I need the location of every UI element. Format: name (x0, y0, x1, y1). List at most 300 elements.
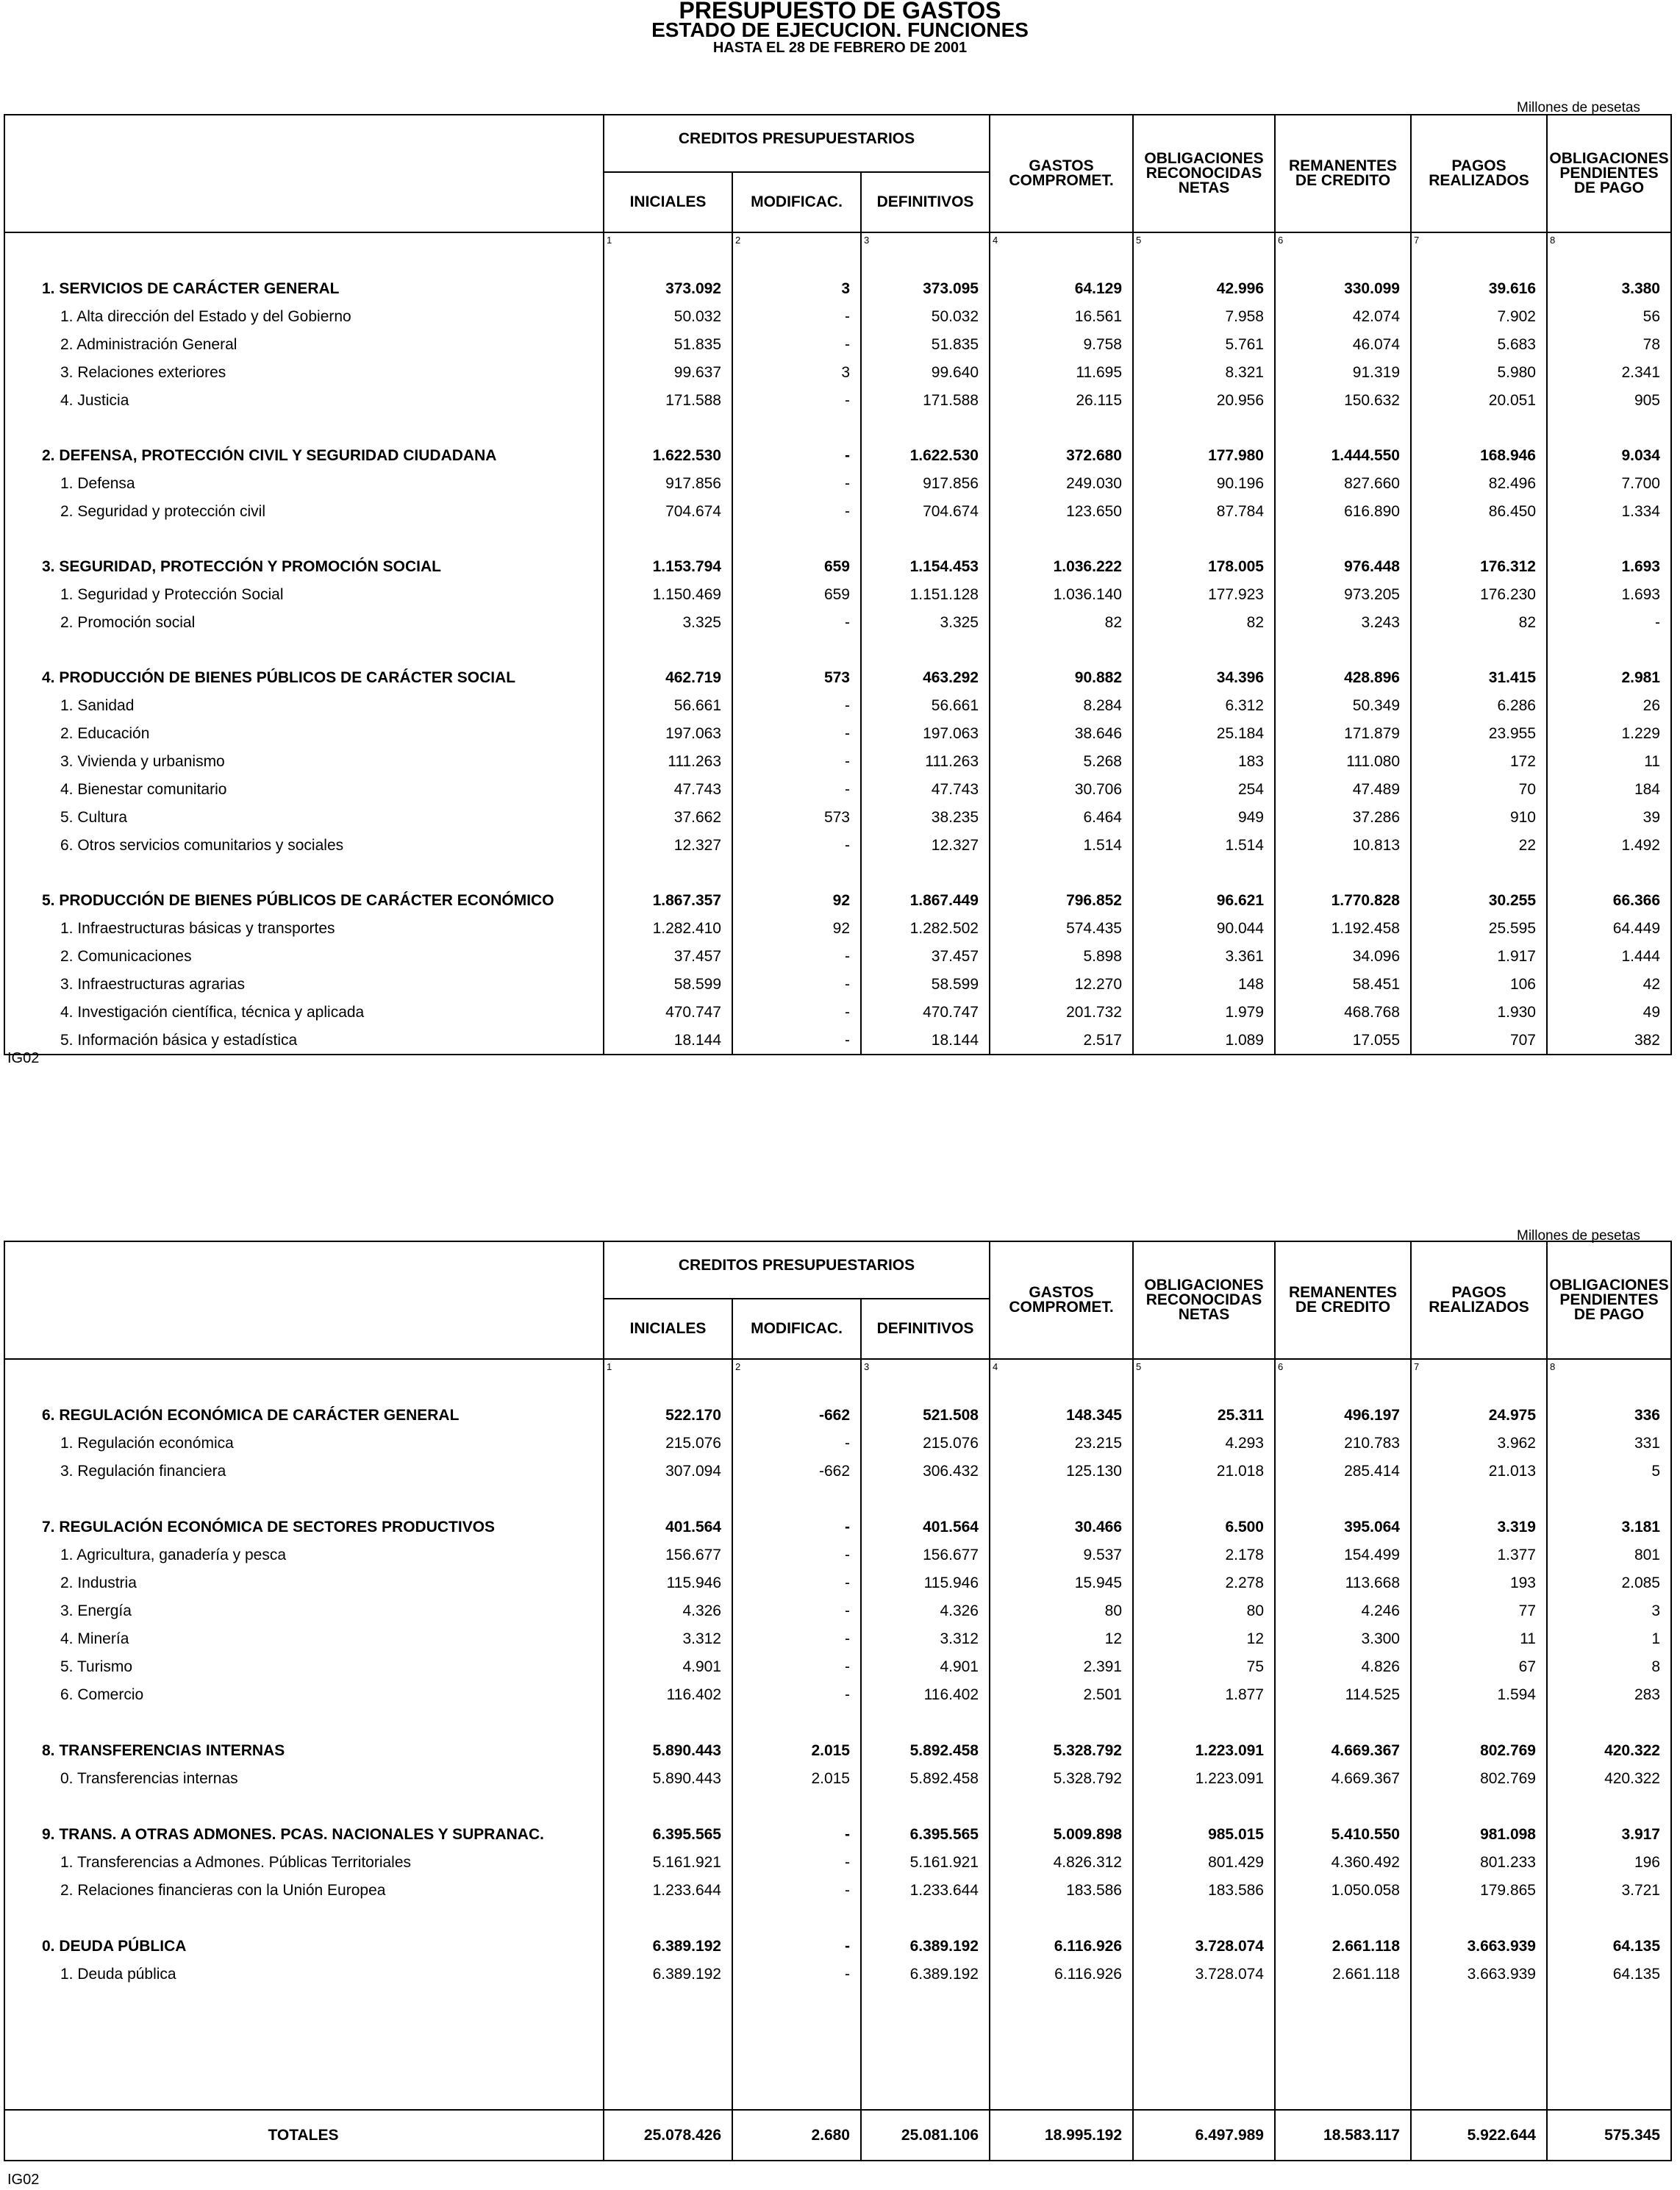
cell-pagos: 7.902 (1411, 303, 1547, 331)
header-remanentes: REMANENTES DE CREDITO (1275, 1241, 1411, 1359)
spacer-cell (4, 1989, 604, 2110)
cell-pendientes: 3 (1547, 1597, 1671, 1625)
cell-iniciales: 37.662 (604, 804, 732, 832)
cell-pagos: 6.286 (1411, 692, 1547, 720)
cell-obligaciones: 2.278 (1133, 1569, 1275, 1597)
cell-pendientes: 64.135 (1547, 1933, 1671, 1961)
cell-gastos: 12.270 (990, 971, 1133, 999)
spacer-cell (990, 1485, 1133, 1513)
cell-pagos: 82.496 (1411, 470, 1547, 498)
row-label: 2. DEFENSA, PROTECCIÓN CIVIL Y SEGURIDAD CIUDADANA (4, 442, 604, 470)
cell-remanentes: 285.414 (1275, 1458, 1411, 1485)
spacer-cell (1133, 860, 1275, 887)
cell-pendientes: 78 (1547, 331, 1671, 359)
spacer-row (4, 1989, 1671, 2110)
cell-definitivos: 6.395.565 (861, 1821, 990, 1849)
cell-gastos: 5.328.792 (990, 1737, 1133, 1765)
cell-gastos: 80 (990, 1597, 1133, 1625)
section-row (4, 887, 1671, 915)
cell-pagos: 106 (1411, 971, 1547, 999)
cell-definitivos: 18.144 (861, 1027, 990, 1055)
cell-pagos: 70 (1411, 776, 1547, 804)
cell-pagos: 1.917 (1411, 943, 1547, 971)
table-row (4, 971, 1671, 999)
row-label: 2. Industria (4, 1569, 604, 1597)
cell-pagos: 21.013 (1411, 1458, 1547, 1485)
row-label: 7. REGULACIÓN ECONÓMICA DE SECTORES PRODUCTIVOS (4, 1513, 604, 1541)
cell-definitivos: 5.892.458 (861, 1765, 990, 1793)
cell-definitivos: 470.747 (861, 999, 990, 1027)
cell-obligaciones: 183.586 (1133, 1877, 1275, 1905)
spacer-cell (604, 1793, 732, 1821)
cell-obligaciones: 148 (1133, 971, 1275, 999)
spacer-cell (1133, 637, 1275, 664)
cell-modificac: - (732, 1681, 861, 1709)
spacer-cell (732, 1905, 861, 1933)
cell-iniciales: 522.170 (604, 1402, 732, 1430)
spacer-cell (1547, 1485, 1671, 1513)
cell-remanentes: 616.890 (1275, 498, 1411, 526)
cell-remanentes: 428.896 (1275, 664, 1411, 692)
cell-pagos: 86.450 (1411, 498, 1547, 526)
spacer-cell (604, 1905, 732, 1933)
cell-modificac: 573 (732, 664, 861, 692)
spacer-cell (1411, 1905, 1547, 1933)
cell-obligaciones: 87.784 (1133, 498, 1275, 526)
cell-pagos: 67 (1411, 1653, 1547, 1681)
cell-gastos: 148.345 (990, 1402, 1133, 1430)
cell-obligaciones: 1.877 (1133, 1681, 1275, 1709)
row-label: 3. SEGURIDAD, PROTECCIÓN Y PROMOCIÓN SOCIAL (4, 553, 604, 581)
table-row (4, 1430, 1671, 1458)
cell-modificac: 92 (732, 887, 861, 915)
spacer-cell (861, 1989, 990, 2110)
cell-definitivos: 56.661 (861, 692, 990, 720)
row-label: 0. DEUDA PÚBLICA (4, 1933, 604, 1961)
cell-iniciales: 1.150.469 (604, 581, 732, 609)
table-row (4, 609, 1671, 637)
cell-remanentes: 111.080 (1275, 748, 1411, 776)
spacer-cell (604, 526, 732, 553)
cell-definitivos: 5.892.458 (861, 1737, 990, 1765)
cell-pendientes: 1.492 (1547, 832, 1671, 860)
spacer-cell (990, 637, 1133, 664)
cell-obligaciones: 8.321 (1133, 359, 1275, 387)
table-row (4, 1653, 1671, 1681)
cell-gastos: 26.115 (990, 387, 1133, 415)
cell-definitivos: 463.292 (861, 664, 990, 692)
cell-remanentes: 976.448 (1275, 553, 1411, 581)
cell-modificac: - (732, 331, 861, 359)
table-row (4, 470, 1671, 498)
cell-pagos: 176.230 (1411, 581, 1547, 609)
cell-definitivos: 1.282.502 (861, 915, 990, 943)
cell-pendientes: 2.981 (1547, 664, 1671, 692)
cell-obligaciones: 21.018 (1133, 1458, 1275, 1485)
cell-pendientes: 196 (1547, 1849, 1671, 1877)
spacer-cell (990, 1793, 1133, 1821)
cell-remanentes: 1.444.550 (1275, 442, 1411, 470)
row-label: 9. TRANS. A OTRAS ADMONES. PCAS. NACIONALES Y SUPRANAC. (4, 1821, 604, 1849)
cell-pendientes: 336 (1547, 1402, 1671, 1430)
cell-gastos: 6.464 (990, 804, 1133, 832)
cell-iniciales: 4.326 (604, 1597, 732, 1625)
cell-remanentes: 210.783 (1275, 1430, 1411, 1458)
cell-definitivos: 1.233.644 (861, 1877, 990, 1905)
cell-obligaciones: 177.980 (1133, 442, 1275, 470)
row-label: 2. Seguridad y protección civil (4, 498, 604, 526)
table-row (4, 804, 1671, 832)
cell-iniciales: 373.092 (604, 275, 732, 303)
cell-remanentes: 2.661.118 (1275, 1933, 1411, 1961)
cell-pagos: 3.962 (1411, 1430, 1547, 1458)
spacer-cell (990, 415, 1133, 442)
row-label: 1. Sanidad (4, 692, 604, 720)
cell-definitivos: 197.063 (861, 720, 990, 748)
spacer-row (4, 526, 1671, 553)
cell-gastos: 64.129 (990, 275, 1133, 303)
total-modificac: 2.680 (732, 2110, 861, 2161)
cell-modificac: - (732, 692, 861, 720)
cell-definitivos: 1.154.453 (861, 553, 990, 581)
header-pagos: PAGOS REALIZADOS (1411, 1241, 1547, 1359)
spacer-cell (732, 1989, 861, 2110)
row-label: 6. Otros servicios comunitarios y sociales (4, 832, 604, 860)
cell-pagos: 31.415 (1411, 664, 1547, 692)
column-index: 6 (1275, 232, 1411, 275)
spacer-cell (732, 637, 861, 664)
header-definitivos: DEFINITIVOS (861, 1299, 990, 1359)
cell-definitivos: 215.076 (861, 1430, 990, 1458)
spacer-cell (1547, 1793, 1671, 1821)
spacer-row (4, 415, 1671, 442)
cell-modificac: - (732, 1027, 861, 1055)
page-code: IG02 (7, 1050, 40, 1066)
header-iniciales: INICIALES (604, 172, 732, 232)
cell-obligaciones: 7.958 (1133, 303, 1275, 331)
column-index: 5 (1133, 1359, 1275, 1402)
cell-modificac: - (732, 1541, 861, 1569)
spacer-cell (861, 1905, 990, 1933)
column-index-row (4, 232, 1671, 275)
cell-iniciales: 5.890.443 (604, 1765, 732, 1793)
cell-obligaciones: 90.044 (1133, 915, 1275, 943)
cell-gastos: 9.758 (990, 331, 1133, 359)
cell-gastos: 16.561 (990, 303, 1133, 331)
cell-definitivos: 58.599 (861, 971, 990, 999)
row-label: 3. Relaciones exteriores (4, 359, 604, 387)
spacer-cell (1133, 526, 1275, 553)
cell-gastos: 2.391 (990, 1653, 1133, 1681)
table-row (4, 1765, 1671, 1793)
cell-iniciales: 6.395.565 (604, 1821, 732, 1849)
cell-pagos: 801.233 (1411, 1849, 1547, 1877)
cell-gastos: 125.130 (990, 1458, 1133, 1485)
cell-pendientes: 11 (1547, 748, 1671, 776)
header-pendientes: OBLIGACIONES PENDIENTES DE PAGO (1547, 1241, 1671, 1359)
cell-pendientes: 184 (1547, 776, 1671, 804)
cell-iniciales: 6.389.192 (604, 1933, 732, 1961)
cell-modificac: - (732, 999, 861, 1027)
cell-iniciales: 917.856 (604, 470, 732, 498)
cell-gastos: 249.030 (990, 470, 1133, 498)
cell-definitivos: 1.867.449 (861, 887, 990, 915)
cell-obligaciones: 6.312 (1133, 692, 1275, 720)
cell-pendientes: 56 (1547, 303, 1671, 331)
table-row (4, 748, 1671, 776)
spacer-cell (1133, 1709, 1275, 1737)
row-label: 5. PRODUCCIÓN DE BIENES PÚBLICOS DE CARÁCTER ECONÓMICO (4, 887, 604, 915)
cell-pendientes: 2.085 (1547, 1569, 1671, 1597)
row-label: 0. Transferencias internas (4, 1765, 604, 1793)
row-label: 2. Administración General (4, 331, 604, 359)
spacer-cell (4, 415, 604, 442)
cell-obligaciones: 1.089 (1133, 1027, 1275, 1055)
cell-remanentes: 58.451 (1275, 971, 1411, 999)
header-modificac: MODIFICAC. (732, 172, 861, 232)
row-label: 4. Investigación científica, técnica y aplicada (4, 999, 604, 1027)
cell-iniciales: 197.063 (604, 720, 732, 748)
cell-remanentes: 1.192.458 (1275, 915, 1411, 943)
cell-modificac: - (732, 442, 861, 470)
section-row (4, 275, 1671, 303)
table-row (4, 1625, 1671, 1653)
row-label: 6. REGULACIÓN ECONÓMICA DE CARÁCTER GENERAL (4, 1402, 604, 1430)
cell-obligaciones: 75 (1133, 1653, 1275, 1681)
cell-modificac: - (732, 776, 861, 804)
table-row (4, 1569, 1671, 1597)
cell-remanentes: 10.813 (1275, 832, 1411, 860)
column-index: 7 (1411, 1359, 1547, 1402)
cell-definitivos: 917.856 (861, 470, 990, 498)
row-label: 2. Relaciones financieras con la Unión Europea (4, 1877, 604, 1905)
cell-definitivos: 306.432 (861, 1458, 990, 1485)
cell-gastos: 15.945 (990, 1569, 1133, 1597)
cell-remanentes: 496.197 (1275, 1402, 1411, 1430)
cell-remanentes: 3.243 (1275, 609, 1411, 637)
spacer-cell (1275, 1485, 1411, 1513)
cell-pendientes: 420.322 (1547, 1737, 1671, 1765)
table-row (4, 776, 1671, 804)
spacer-cell (1133, 1485, 1275, 1513)
cell-remanentes: 171.879 (1275, 720, 1411, 748)
spacer-cell (1133, 1793, 1275, 1821)
spacer-cell (1275, 1905, 1411, 1933)
cell-modificac: - (732, 1849, 861, 1877)
cell-gastos: 9.537 (990, 1541, 1133, 1569)
cell-iniciales: 12.327 (604, 832, 732, 860)
cell-gastos: 82 (990, 609, 1133, 637)
row-label: 5. Turismo (4, 1653, 604, 1681)
cell-remanentes: 4.360.492 (1275, 1849, 1411, 1877)
spacer-cell (861, 415, 990, 442)
cell-definitivos: 47.743 (861, 776, 990, 804)
spacer-cell (861, 1485, 990, 1513)
cell-pagos: 910 (1411, 804, 1547, 832)
units-label: Millones de pesetas (1517, 1228, 1640, 1244)
total-pendientes: 575.345 (1547, 2110, 1671, 2161)
cell-iniciales: 3.325 (604, 609, 732, 637)
cell-definitivos: 156.677 (861, 1541, 990, 1569)
table-row (4, 1849, 1671, 1877)
cell-pendientes: 1.229 (1547, 720, 1671, 748)
cell-pendientes: 64.135 (1547, 1961, 1671, 1989)
header-definitivos: DEFINITIVOS (861, 172, 990, 232)
cell-pendientes: 420.322 (1547, 1765, 1671, 1793)
cell-gastos: 1.036.140 (990, 581, 1133, 609)
spacer-cell (1547, 526, 1671, 553)
cell-modificac: -662 (732, 1402, 861, 1430)
cell-gastos: 1.036.222 (990, 553, 1133, 581)
row-label: 1. Agricultura, ganadería y pesca (4, 1541, 604, 1569)
cell-pagos: 11 (1411, 1625, 1547, 1653)
table-row (4, 1877, 1671, 1905)
cell-remanentes: 3.300 (1275, 1625, 1411, 1653)
cell-obligaciones: 2.178 (1133, 1541, 1275, 1569)
row-label: 1. Regulación económica (4, 1430, 604, 1458)
spacer-cell (1275, 1793, 1411, 1821)
spacer-cell (604, 1485, 732, 1513)
cell-remanentes: 37.286 (1275, 804, 1411, 832)
cell-pagos: 20.051 (1411, 387, 1547, 415)
table-row (4, 1681, 1671, 1709)
spacer-cell (1547, 1989, 1671, 2110)
spacer-cell (1133, 1989, 1275, 2110)
budget-table-2 (4, 1241, 1672, 2161)
cell-modificac: - (732, 943, 861, 971)
column-index: 3 (861, 1359, 990, 1402)
cell-remanentes: 1.770.828 (1275, 887, 1411, 915)
header-pendientes: OBLIGACIONES PENDIENTES DE PAGO (1547, 115, 1671, 232)
cell-iniciales: 1.622.530 (604, 442, 732, 470)
spacer-row (4, 1709, 1671, 1737)
budget-table-1 (4, 114, 1672, 1055)
cell-pendientes: - (1547, 609, 1671, 637)
cell-pagos: 3.663.939 (1411, 1933, 1547, 1961)
cell-definitivos: 38.235 (861, 804, 990, 832)
cell-iniciales: 1.282.410 (604, 915, 732, 943)
cell-definitivos: 521.508 (861, 1402, 990, 1430)
column-index: 4 (990, 232, 1133, 275)
column-index: 1 (604, 1359, 732, 1402)
row-label: 2. Educación (4, 720, 604, 748)
total-gastos: 18.995.192 (990, 2110, 1133, 2161)
spacer-cell (604, 1709, 732, 1737)
cell-gastos: 201.732 (990, 999, 1133, 1027)
cell-modificac: - (732, 1625, 861, 1653)
spacer-cell (990, 1905, 1133, 1933)
spacer-cell (4, 637, 604, 664)
header-obligaciones: OBLIGACIONES RECONOCIDAS NETAS (1133, 1241, 1275, 1359)
cell-iniciales: 462.719 (604, 664, 732, 692)
cell-pagos: 168.946 (1411, 442, 1547, 470)
cell-iniciales: 111.263 (604, 748, 732, 776)
cell-pendientes: 26 (1547, 692, 1671, 720)
cell-definitivos: 116.402 (861, 1681, 990, 1709)
cell-obligaciones: 985.015 (1133, 1821, 1275, 1849)
cell-pendientes: 5 (1547, 1458, 1671, 1485)
spacer-cell (861, 526, 990, 553)
spacer-cell (1133, 1905, 1275, 1933)
cell-modificac: - (732, 470, 861, 498)
section-row (4, 1513, 1671, 1541)
header-blank-cell (4, 1241, 604, 1359)
cell-pendientes: 7.700 (1547, 470, 1671, 498)
spacer-cell (1411, 637, 1547, 664)
cell-pagos: 179.865 (1411, 1877, 1547, 1905)
cell-pagos: 1.377 (1411, 1541, 1547, 1569)
cell-gastos: 5.268 (990, 748, 1133, 776)
cell-pagos: 5.980 (1411, 359, 1547, 387)
header-gastos: GASTOS COMPROMET. (990, 115, 1133, 232)
cell-modificac: - (732, 1430, 861, 1458)
spacer-cell (732, 1709, 861, 1737)
cell-modificac: - (732, 971, 861, 999)
row-label: 6. Comercio (4, 1681, 604, 1709)
row-label: 8. TRANSFERENCIAS INTERNAS (4, 1737, 604, 1765)
spacer-cell (4, 1709, 604, 1737)
cell-pendientes: 49 (1547, 999, 1671, 1027)
report-subtitle: ESTADO DE EJECUCION. FUNCIONES (651, 18, 1029, 41)
cell-iniciales: 18.144 (604, 1027, 732, 1055)
cell-iniciales: 5.161.921 (604, 1849, 732, 1877)
header-creditos-presupuestarios: CREDITOS PRESUPUESTARIOS (604, 115, 990, 172)
cell-remanentes: 330.099 (1275, 275, 1411, 303)
table-row (4, 498, 1671, 526)
cell-remanentes: 113.668 (1275, 1569, 1411, 1597)
cell-definitivos: 1.622.530 (861, 442, 990, 470)
cell-gastos: 12 (990, 1625, 1133, 1653)
cell-pendientes: 283 (1547, 1681, 1671, 1709)
cell-obligaciones: 5.761 (1133, 331, 1275, 359)
table-row (4, 387, 1671, 415)
row-label: 2. Promoción social (4, 609, 604, 637)
row-label: 1. Alta dirección del Estado y del Gobierno (4, 303, 604, 331)
cell-remanentes: 395.064 (1275, 1513, 1411, 1541)
cell-remanentes: 47.489 (1275, 776, 1411, 804)
cell-modificac: 3 (732, 359, 861, 387)
cell-iniciales: 704.674 (604, 498, 732, 526)
cell-pendientes: 3.181 (1547, 1513, 1671, 1541)
header-pagos: PAGOS REALIZADOS (1411, 115, 1547, 232)
column-index-blank (4, 232, 604, 275)
cell-modificac: 2.015 (732, 1737, 861, 1765)
spacer-cell (1275, 1709, 1411, 1737)
cell-pagos: 981.098 (1411, 1821, 1547, 1849)
cell-modificac: - (732, 1933, 861, 1961)
column-index: 4 (990, 1359, 1133, 1402)
cell-obligaciones: 801.429 (1133, 1849, 1275, 1877)
cell-modificac: - (732, 1821, 861, 1849)
column-index-row (4, 1359, 1671, 1402)
cell-iniciales: 116.402 (604, 1681, 732, 1709)
cell-remanentes: 150.632 (1275, 387, 1411, 415)
cell-definitivos: 704.674 (861, 498, 990, 526)
cell-gastos: 183.586 (990, 1877, 1133, 1905)
cell-modificac: - (732, 387, 861, 415)
cell-gastos: 372.680 (990, 442, 1133, 470)
cell-gastos: 23.215 (990, 1430, 1133, 1458)
table-row (4, 331, 1671, 359)
spacer-cell (1411, 526, 1547, 553)
table-row (4, 943, 1671, 971)
spacer-cell (1411, 860, 1547, 887)
table-row (4, 1541, 1671, 1569)
table-row (4, 1027, 1671, 1055)
cell-remanentes: 5.410.550 (1275, 1821, 1411, 1849)
spacer-cell (604, 415, 732, 442)
cell-definitivos: 51.835 (861, 331, 990, 359)
